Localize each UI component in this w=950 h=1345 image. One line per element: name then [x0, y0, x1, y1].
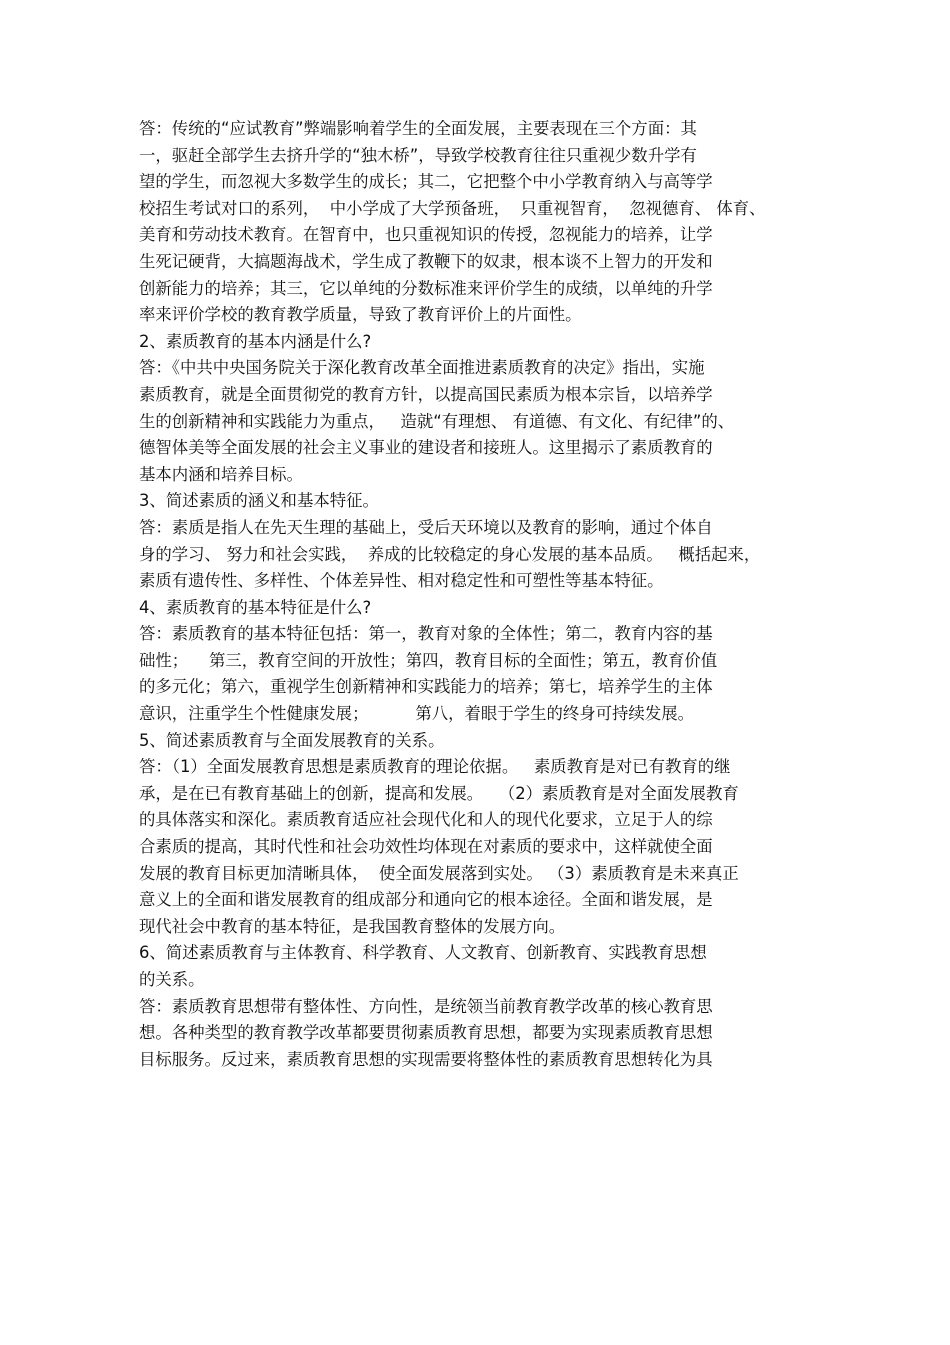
- text-line: 身的学习、 努力和社会实践， 养成的比较稳定的身心发展的基本品质。 概括起来，: [139, 544, 761, 564]
- text-line: 想。各种类型的教育教学改革都要贯彻素质教育思想，都要为实现素质教育思想: [139, 1023, 713, 1043]
- text-line: 德智体美等全面发展的社会主义事业的建设者和接班人。这里揭示了素质教育的: [139, 438, 713, 458]
- question-heading: 3、简述素质的涵义和基本特征。: [139, 491, 379, 511]
- text-line: 意识，注重学生个性健康发展； 第八，着眼于学生的终身可持续发展。: [139, 704, 694, 724]
- text-line: 目标服务。反过来，素质教育思想的实现需要将整体性的素质教育思想转化为具: [139, 1049, 713, 1069]
- text-line: 现代社会中教育的基本特征，是我国教育整体的发展方向。: [139, 916, 566, 936]
- question-heading: 5、简述素质教育与全面发展教育的关系。: [139, 730, 445, 750]
- text-line: 望的学生，而忽视大多数学生的成长；其二，它把整个中小学教育纳入与高等学: [139, 172, 713, 192]
- document-body: [139, 116, 839, 1073]
- text-line: 校招生考试对口的系列， 中小学成了大学预备班， 只重视智育， 忽视德育、 体育、: [139, 198, 766, 218]
- text-line: 率来评价学校的教育教学质量，导致了教育评价上的片面性。: [139, 305, 582, 325]
- text-line: 素质教育，就是全面贯彻党的教育方针，以提高国民素质为根本宗旨，以培养学: [139, 384, 713, 404]
- text-line: 发展的教育目标更加清晰具体， 使全面发展落到实处。 （3）素质教育是未来真正: [139, 863, 739, 883]
- text-line: 答：（1）全面发展教育思想是素质教育的理论依据。 素质教育是对已有教育的继: [139, 757, 731, 777]
- text-line: 答：传统的“应试教育”弊端影响着学生的全面发展，主要表现在三个方面：其: [139, 119, 697, 138]
- text-line: 美育和劳动技术教育。在智育中，也只重视知识的传授，忽视能力的培养，让学: [139, 225, 713, 245]
- text-line: 生的创新精神和实践能力为重点， 造就“有理想、 有道德、有文化、有纪律”的、: [139, 411, 735, 431]
- question-heading: 2、素质教育的基本内涵是什么?: [139, 331, 372, 351]
- text-line: 的多元化；第六，重视学生创新精神和实践能力的培养；第七，培养学生的主体: [139, 677, 713, 697]
- text-line: 础性； 第三，教育空间的开放性；第四，教育目标的全面性；第五，教育价值: [139, 650, 718, 670]
- text-line: 的具体落实和深化。素质教育适应社会现代化和人的现代化要求，立足于人的综: [139, 810, 713, 830]
- text-line: 创新能力的培养；其三，它以单纯的分数标准来评价学生的成绩，以单纯的升学: [139, 278, 713, 298]
- text-line: 一，驱赶全部学生去挤升学的“独木桥”，导致学校教育往往只重视少数升学有: [139, 145, 697, 165]
- text-line: 答：素质教育的基本特征包括：第一，教育对象的全体性；第二，教育内容的基: [139, 624, 713, 644]
- question-heading: 4、素质教育的基本特征是什么?: [139, 597, 372, 617]
- text-line: 基本内涵和培养目标。: [139, 464, 303, 484]
- text-line: 答：素质教育思想带有整体性、方向性，是统领当前教育教学改革的核心教育思: [139, 996, 713, 1016]
- text-line: 素质有遗传性、多样性、个体差异性、相对稳定性和可塑性等基本特征。: [139, 571, 664, 591]
- text-line: 生死记硬背，大搞题海战术，学生成了教鞭下的奴隶，根本谈不上智力的开发和: [139, 251, 713, 271]
- text-line: 承，是在已有教育基础上的创新，提高和发展。 （2）素质教育是对全面发展教育: [139, 783, 739, 803]
- question-heading: 6、简述素质教育与主体教育、科学教育、人文教育、创新教育、实践教育思想: [139, 943, 707, 963]
- text-line: 答：素质是指人在先天生理的基础上，受后天环境以及教育的影响，通过个体自: [139, 517, 713, 537]
- text-line: 意义上的全面和谐发展教育的组成部分和通向它的根本途径。全面和谐发展，是: [139, 890, 713, 910]
- text-line: 答：《中共中央国务院关于深化教育改革全面推进素质教育的决定》指出，实施: [139, 358, 705, 378]
- question-heading: 的关系。: [139, 970, 205, 989]
- text-line: 合素质的提高，其时代性和社会功效性均体现在对素质的要求中，这样就使全面: [139, 837, 713, 857]
